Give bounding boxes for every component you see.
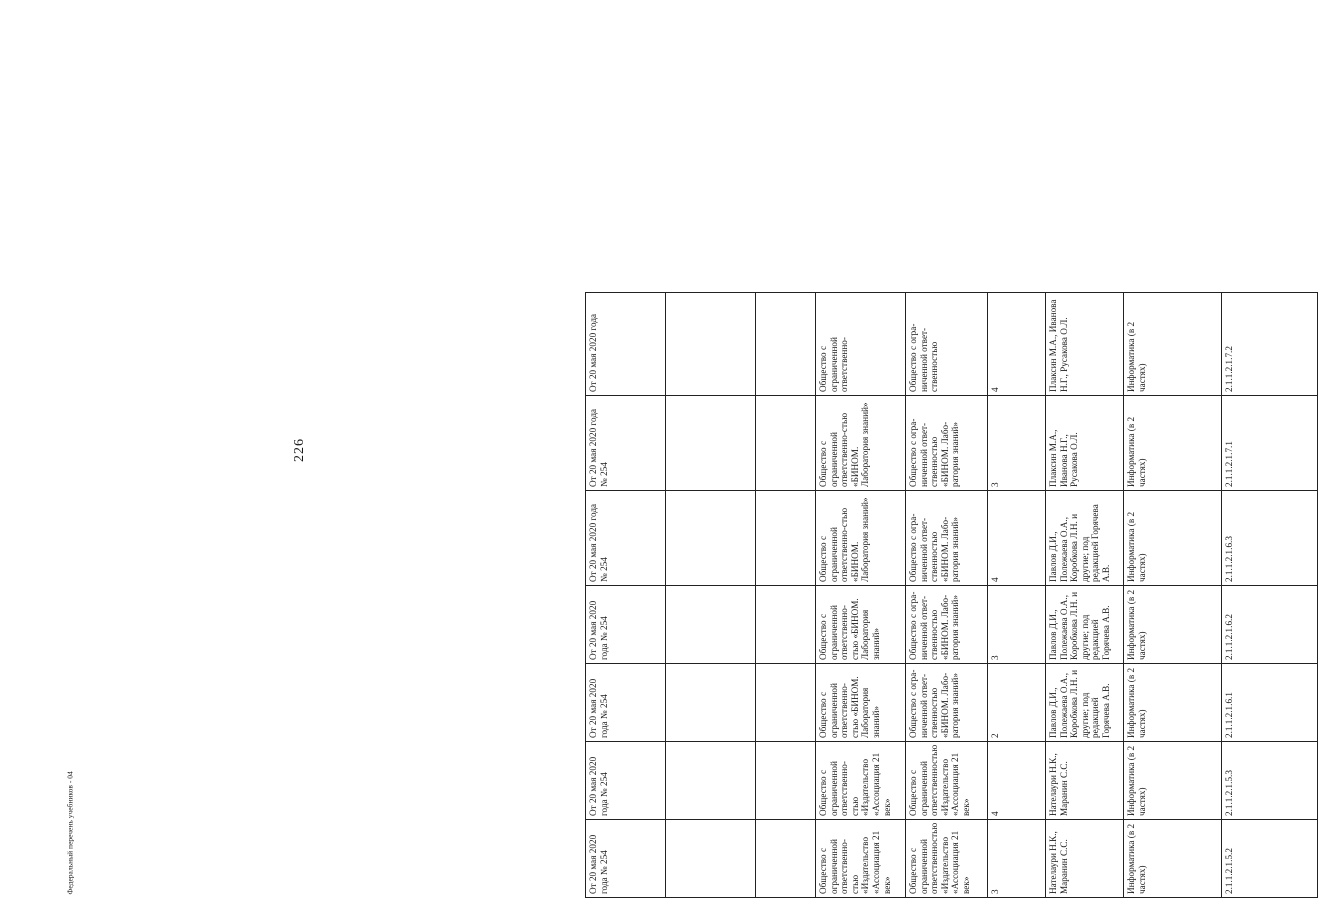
cell-empty — [666, 396, 756, 491]
cell-code: 2.1.1.2.1.5.2 — [1222, 820, 1318, 898]
cell-code: 2.1.1.2.1.7.1 — [1222, 396, 1318, 491]
cell-authors: Плаксин М.А., Иванова Н.Г., Русакова О.Л. — [1046, 396, 1124, 491]
cell-order: От 20 мая 2020 года № 254 — [586, 820, 666, 898]
cell-code: 2.1.1.2.1.7.2 — [1222, 293, 1318, 396]
cell-grade: 3 — [988, 396, 1046, 491]
cell-legal-entity: Общество с ограниченной ответственно-стью «БИНОМ. Лаборатория знаний» — [816, 586, 906, 664]
cell-subject: Информатика (в 2 частях) — [1124, 293, 1222, 396]
cell-grade: 4 — [988, 491, 1046, 586]
cell-empty — [666, 293, 756, 396]
cell-authors: Павлов Д.И., Полежаева О.А., Коробкова Л.Н. и другие; под редакцией Горячева А.В. — [1046, 664, 1124, 742]
cell-subject: Информатика (в 2 частях) — [1124, 491, 1222, 586]
cell-grade: 4 — [988, 742, 1046, 820]
cell-publisher: Общество с огра-ниченной ответ-ственностью «БИНОМ. Лабо-ратория знаний» — [906, 396, 988, 491]
cell-subject: Информатика (в 2 частях) — [1124, 664, 1222, 742]
cell-subject: Информатика (в 2 частях) — [1124, 586, 1222, 664]
textbook-table-wrapper — [585, 30, 1234, 898]
cell-subject: Информатика (в 2 частях) — [1124, 396, 1222, 491]
cell-subject: Информатика (в 2 частях) — [1124, 820, 1222, 898]
cell-authors: Нателаури Н.К., Маранин С.С. — [1046, 742, 1124, 820]
cell-empty — [756, 820, 816, 898]
cell-code: 2.1.1.2.1.6.2 — [1222, 586, 1318, 664]
table-body — [586, 30, 1318, 898]
cell-legal-entity: Общество с ограниченной ответственно-стью «БИНОМ. Лаборатория знаний» — [816, 664, 906, 742]
cell-empty — [666, 491, 756, 586]
cell-publisher: Общество с ограниченной ответственностью «Издательство «Ассоциация 21 век» — [906, 820, 988, 898]
cell-authors: Плаксин М.А., Иванова Н.Г., Русакова О.Л. — [1046, 293, 1124, 396]
cell-publisher: Общество с огра-ниченной ответ-ственностью — [906, 293, 988, 396]
cell-authors: Павлов Д.И., Полежаева О.А., Коробкова Л.Н. и другие; под редакцией Горячева А.В. — [1046, 586, 1124, 664]
cell-order: От 20 мая 2020 года № 254 — [586, 491, 666, 586]
cell-code: 2.1.1.2.1.6.1 — [1222, 664, 1318, 742]
cell-code: 2.1.1.2.1.6.3 — [1222, 491, 1318, 586]
cell-order: От 20 мая 2020 года № 254 — [586, 742, 666, 820]
cell-empty — [666, 664, 756, 742]
cell-grade: 3 — [988, 820, 1046, 898]
cell-authors: Павлов Д.И., Полежаева О.А., Коробкова Л.Н. и другие; под редакцией Горячева А.В. — [1046, 491, 1124, 586]
cell-grade: 2 — [988, 664, 1046, 742]
cell-empty — [666, 742, 756, 820]
cell-legal-entity: Общество с ограниченной ответственно-стью «Издательство «Ассоциация 21 век» — [816, 742, 906, 820]
cell-grade: 3 — [988, 586, 1046, 664]
page-footer: Федеральный перечень учебников - 04 — [65, 771, 75, 895]
cell-subject: Информатика (в 2 частях) — [1124, 742, 1222, 820]
cell-legal-entity: Общество с ограниченной ответственно-стью «БИНОМ. Лаборатория знаний» — [816, 396, 906, 491]
cell-legal-entity: Общество с ограниченной ответственно-стью «Издательство «Ассоциация 21 век» — [816, 820, 906, 898]
cell-empty — [756, 293, 816, 396]
cell-empty — [666, 820, 756, 898]
cell-empty — [756, 491, 816, 586]
textbook-table — [585, 29, 1318, 898]
cell-empty — [756, 664, 816, 742]
cell-legal-entity: Общество с ограниченной ответственно- — [816, 293, 906, 396]
cell-empty — [756, 396, 816, 491]
cell-publisher: Общество с огра-ниченной ответ-ственностью «БИНОМ. Лабо-ратория знаний» — [906, 491, 988, 586]
cell-publisher: Общество с огра-ниченной ответ-ственностью «БИНОМ. Лабо-ратория знаний» — [906, 664, 988, 742]
cell-empty — [756, 742, 816, 820]
cell-empty — [756, 586, 816, 664]
cell-authors: Нателаури Н.К., Маранин С.С. — [1046, 820, 1124, 898]
cell-empty — [666, 586, 756, 664]
cell-order: От 20 мая 2020 года № 254 — [586, 664, 666, 742]
cell-grade: 4 — [988, 293, 1046, 396]
cell-publisher: Общество с ограниченной ответственностью «Издательство «Ассоциация 21 век» — [906, 742, 988, 820]
page-number: 226 — [292, 438, 307, 462]
cell-order: От 20 мая 2020 года № 254 — [586, 586, 666, 664]
cell-publisher: Общество с огра-ниченной ответ-ственностью «БИНОМ. Лабо-ратория знаний» — [906, 586, 988, 664]
cell-code: 2.1.1.2.1.5.3 — [1222, 742, 1318, 820]
cell-legal-entity: Общество с ограниченной ответственно-стью «БИНОМ. Лаборатория знаний» — [816, 491, 906, 586]
cell-order: От 20 мая 2020 года № 254 — [586, 396, 666, 491]
cell-order: От 20 мая 2020 года — [586, 293, 666, 396]
